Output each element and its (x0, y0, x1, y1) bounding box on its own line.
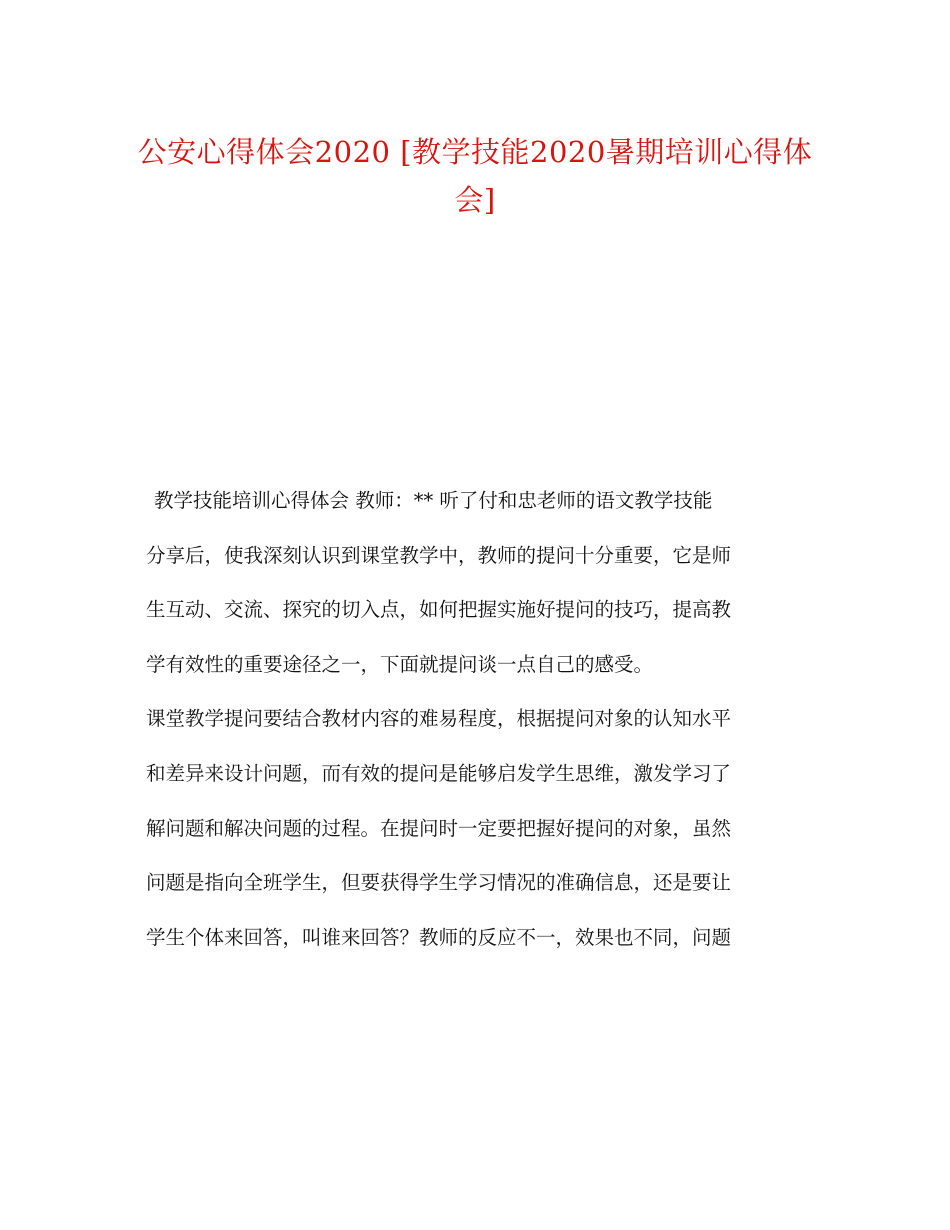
body-line: 解问题和解决问题的过程。在提问时一定要把握好提问的对象，虽然 (146, 816, 732, 840)
body-line: 学生个体来回答，叫谁来回答？教师的反应不一，效果也不同，问题 (146, 925, 732, 949)
body-line: 课堂教学提问要结合教材内容的难易程度，根据提问对象的认知水平 (146, 707, 732, 731)
body-line: 问题是指向全班学生，但要获得学生学习情况的准确信息，还是要让 (146, 871, 732, 895)
body-line: 生互动、交流、探究的切入点，如何把握实施好提问的技巧，提高教 (146, 598, 732, 622)
body-line: 学有效性的重要途径之一，下面就提问谈一点自己的感受。 (146, 652, 654, 676)
document-body (146, 474, 806, 965)
body-line: 分享后，使我深刻认识到课堂教学中，教师的提问十分重要，它是师 (146, 543, 732, 567)
body-line: 教学技能培训心得体会 教师：** 听了付和忠老师的语文教学技能 (154, 489, 713, 512)
body-line: 和差异来设计问题，而有效的提问是能够启发学生思维，激发学习了 (146, 761, 732, 785)
document-title: 公安心得体会2020 [教学技能2020暑期培训心得体会] (137, 135, 813, 217)
